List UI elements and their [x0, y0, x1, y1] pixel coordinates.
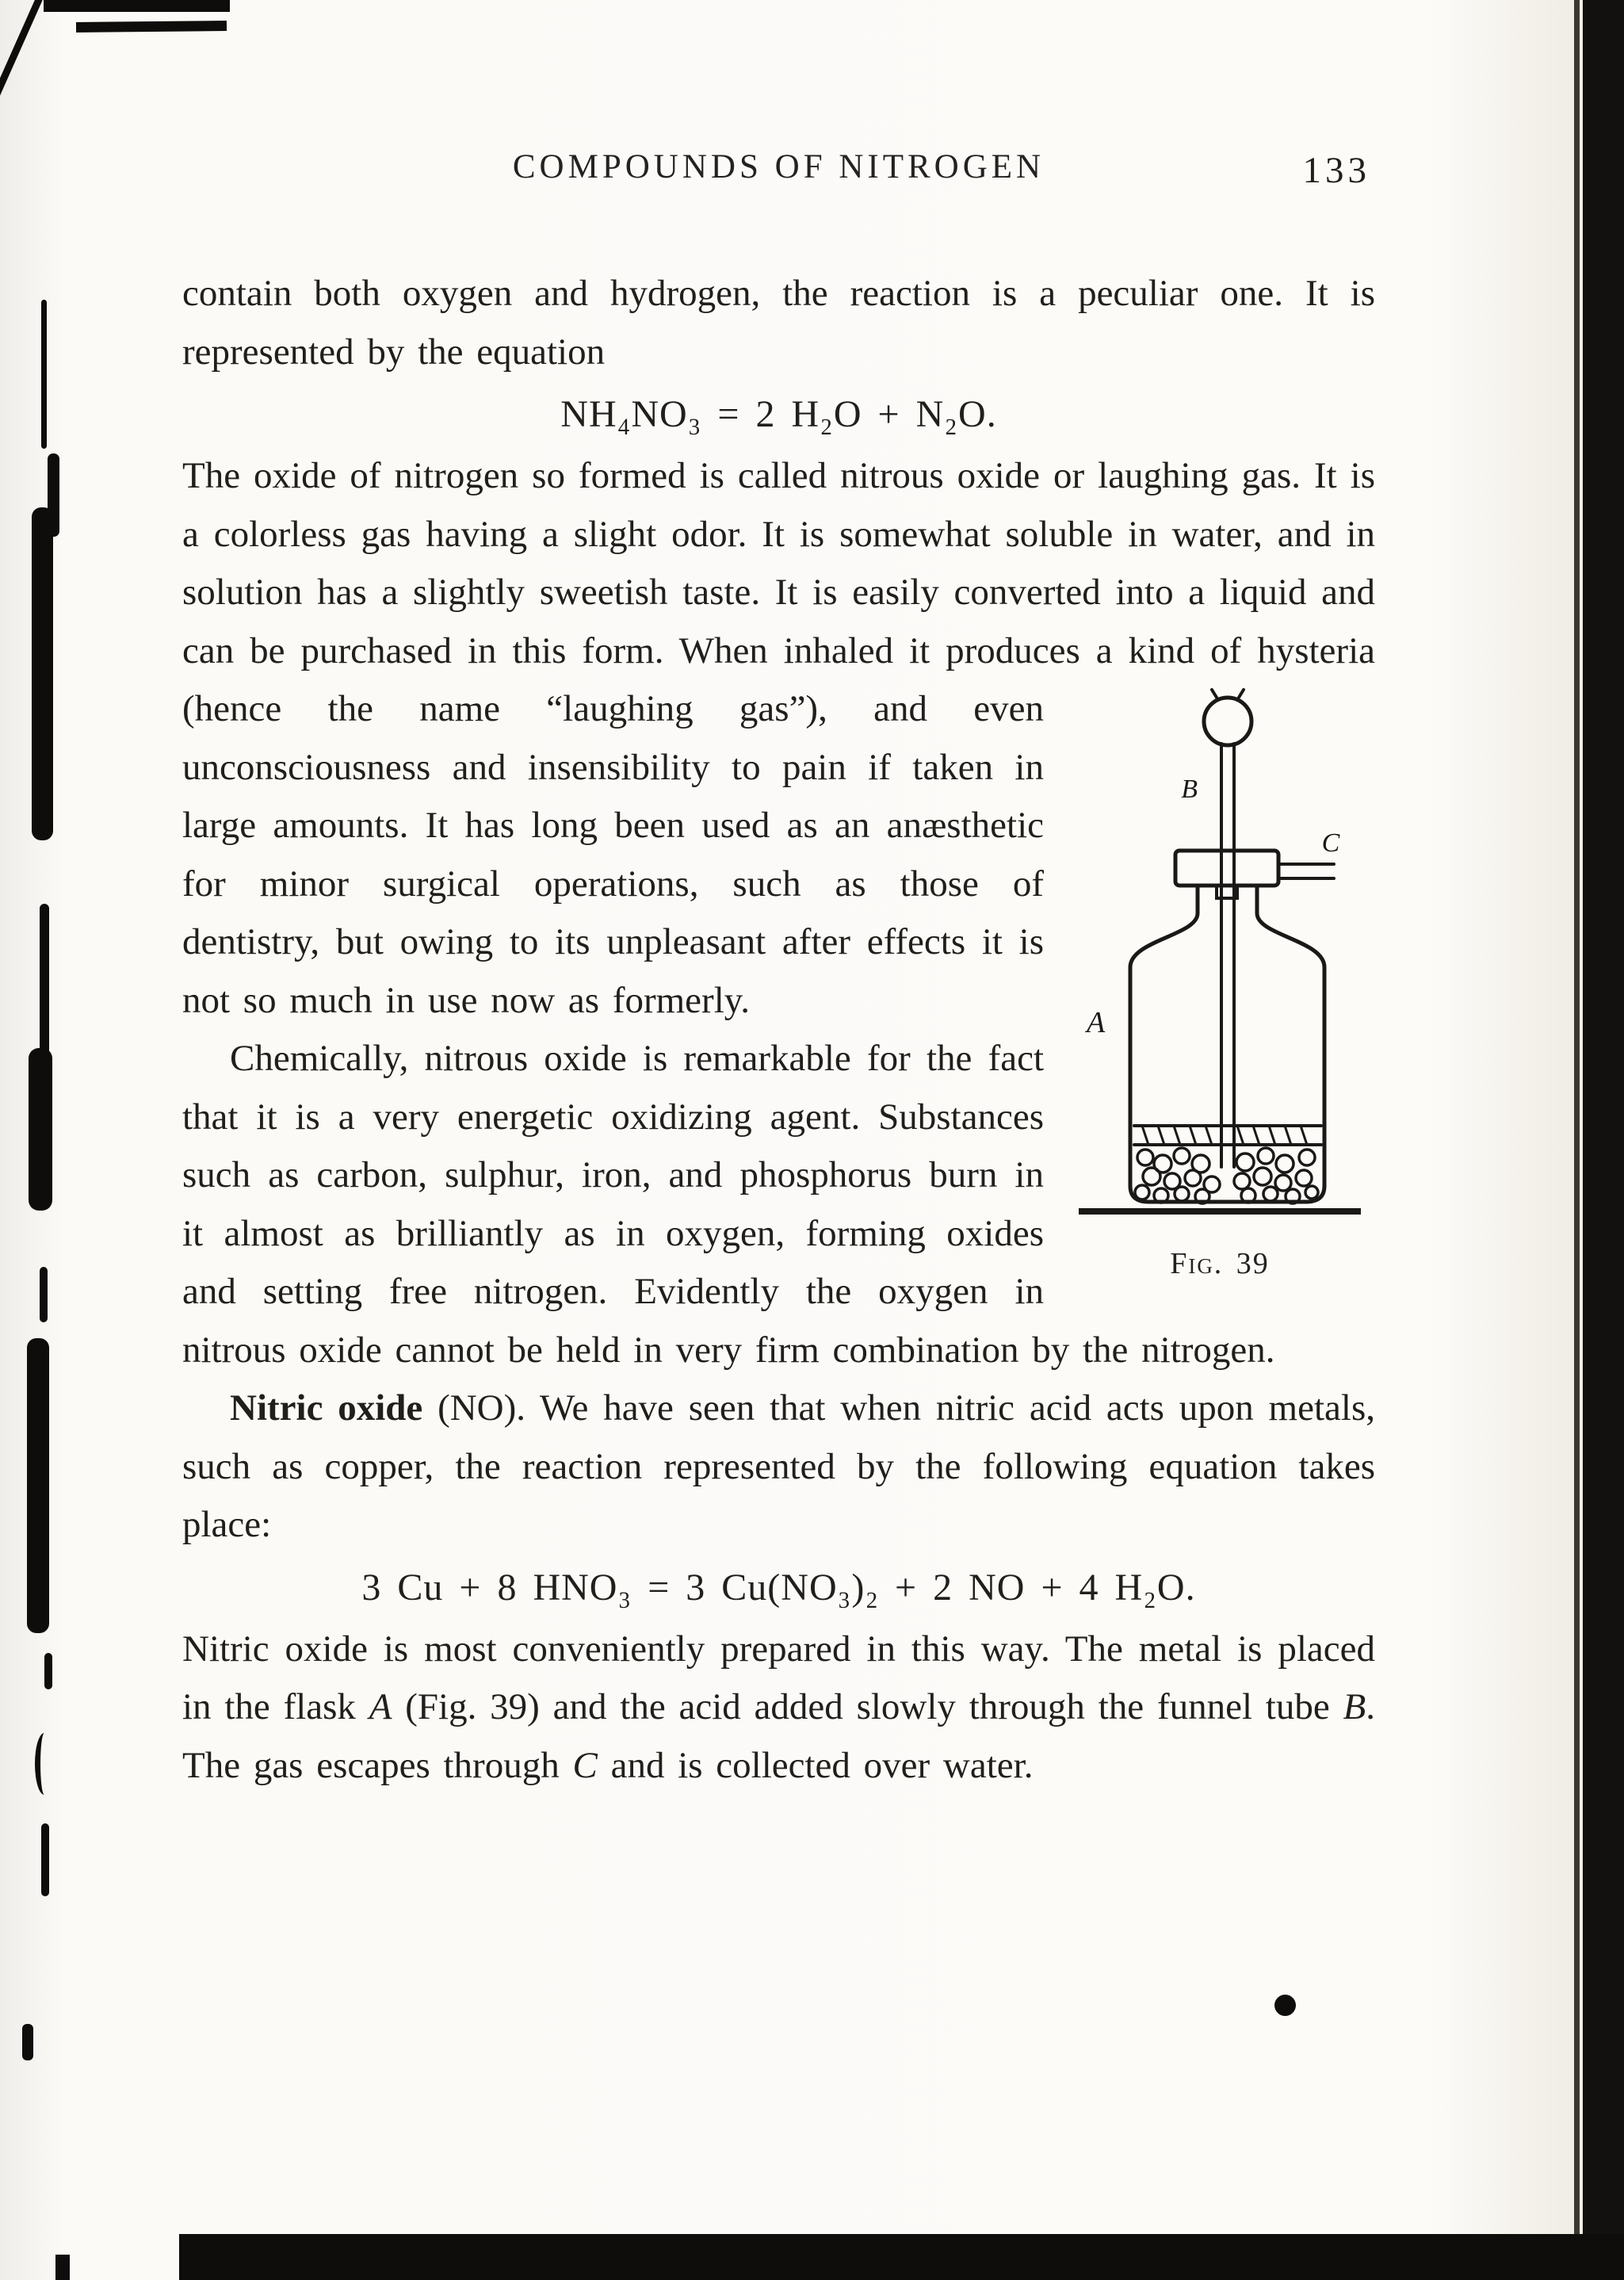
paragraph-intro: [182, 265, 1375, 381]
text-column: [182, 147, 1375, 1795]
ink-dot-artifact: [1274, 1995, 1296, 2016]
bold-lead-in: Nitric oxide: [230, 1387, 423, 1429]
paragraph-text: unconsciousness and insensibility to pain if taken in large amounts. It has long been used as an anæsthetic for minor surgical operations, such as those of dentistry, but owing to its unpleasant after effects it is not so much in use now as formerly.: [182, 746, 1044, 1021]
scan-artifact: [41, 300, 47, 449]
scan-artifact: [41, 1823, 49, 1896]
flask-reference-a: A: [369, 1686, 392, 1727]
paragraph-text: (Fig. 39) and the acid added slowly through the funnel tube: [392, 1686, 1343, 1727]
scan-artifact: [55, 2255, 70, 2280]
paragraph-nitric-oxide: [182, 1379, 1375, 1555]
running-head: COMPOUNDS OF NITROGEN: [512, 148, 1045, 186]
scan-artifact: [40, 1267, 48, 1322]
scan-artifact: [1574, 0, 1580, 2280]
page-number: 133: [1302, 150, 1370, 191]
scan-artifact: [27, 1338, 49, 1633]
scan-artifact: [0, 0, 44, 142]
scan-artifact: [40, 904, 49, 1062]
apparatus-diagram: [1079, 688, 1361, 1222]
funnel-label-b: B: [1181, 775, 1198, 804]
flask-label-a: A: [1087, 1006, 1106, 1039]
page-header: [182, 147, 1375, 197]
paragraph-preparation: [182, 1620, 1375, 1796]
figure-caption: Fig. 39: [1170, 1247, 1270, 1280]
funnel-bulb: [1204, 698, 1251, 745]
scan-artifact: [1583, 0, 1624, 2280]
paragraph-text: contain both oxygen and hydrogen, the reaction is a peculiar one. It is represented by the equation: [182, 273, 1375, 373]
tube-reference-b: B: [1343, 1686, 1366, 1727]
paragraph-text: and is collected over water.: [597, 1744, 1034, 1786]
paragraph-text: The oxide of nitrogen so formed is called nitrous oxide or laughing gas. It is a colorless gas having a slight odor. It is somewhat soluble in water, and in solution has a slightly sweetish taste. It is easily converted into a liquid and can be purchased in this form. When inhaled it produces a kind of hysteria (hence the name “laughing gas”), and even: [182, 455, 1375, 729]
scan-artifact: [29, 1048, 52, 1211]
figure-39: [1064, 688, 1375, 1294]
chemical-equation-2: 3 Cu + 8 HNO₃ = 3 Cu(NO₃)₂ + 2 NO + 4 H₂O.: [361, 1566, 1196, 1609]
scan-artifact: [76, 21, 227, 33]
tube-reference-c: C: [572, 1744, 598, 1786]
scan-artifact: [22, 2024, 33, 2060]
scan-artifact: [44, 1653, 52, 1689]
metal-granules: [1135, 1148, 1318, 1203]
paragraph-text: Nitric oxide is most conveniently prepared in this way. The metal is placed in the flask: [182, 1628, 1375, 1727]
paragraph-text: . The gas escapes through: [182, 1686, 1375, 1786]
liquid-hatching: [1142, 1126, 1307, 1145]
scan-artifact: [179, 2234, 1624, 2280]
paragraph-text: (NO). We have seen that when nitric acid acts upon metals, such as copper, the reaction represented by the following equation takes place:: [182, 1387, 1375, 1545]
chemical-equation-1: NH₄NO₃ = 2 H₂O + N₂O.: [560, 393, 997, 435]
tube-label-c: C: [1321, 828, 1340, 858]
scan-artifact: [32, 507, 53, 840]
stopper: [1175, 851, 1278, 886]
scan-artifact: [35, 1733, 54, 1795]
scan-artifact: [44, 0, 230, 12]
paragraph-text: Chemically, nitrous oxide is remarkable for the fact that it is a very energetic oxidizing agent. Substances such as carbon, sulphur, iron, and phosphorus burn in it almost as brilliantly as in oxygen, forming oxides and setting free nitrogen. Evidently the oxygen in nitrous oxide cannot be held in very firm combination by the nitrogen.: [182, 1038, 1275, 1371]
